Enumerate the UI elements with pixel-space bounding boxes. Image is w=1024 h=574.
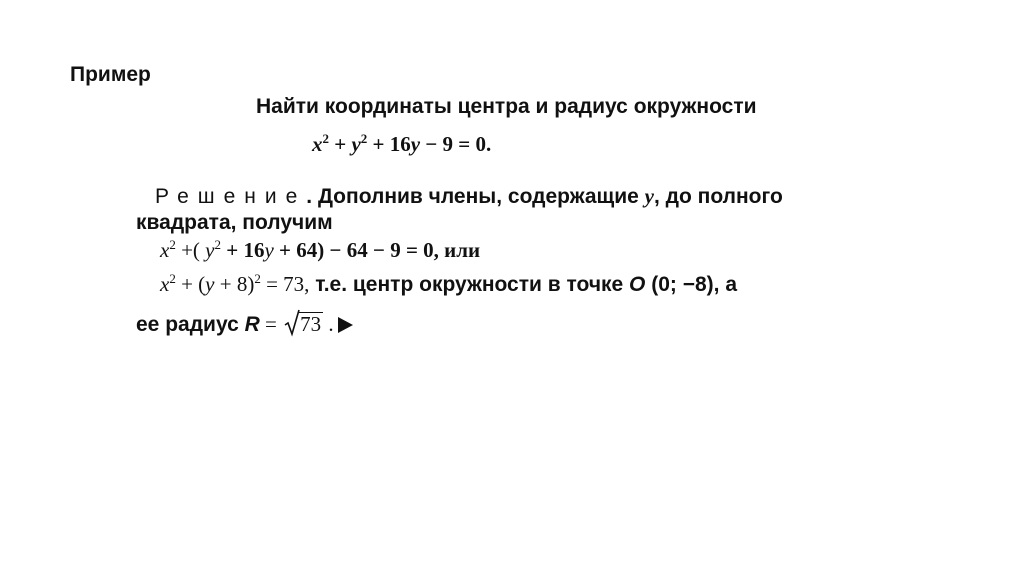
solution-label: Решение bbox=[155, 185, 307, 208]
example-heading: Пример bbox=[70, 63, 151, 86]
square-root: 73 bbox=[284, 312, 323, 335]
canonical-equation-line: $x^2 + (y + 8)^2 = 73$, т.е. центр окружности в точке O (0; −8), а bbox=[160, 271, 738, 296]
completed-square-equation: $x^2$ +( $y^2 + 16y + 64) - 64 - 9 = 0$, или bbox=[160, 237, 481, 262]
problem-statement: Найти координаты центра и радиус окружности bbox=[256, 95, 757, 118]
solution-line-1: Решение. Дополнив члены, содержащие y, до полного bbox=[155, 184, 783, 208]
radius-line: ее радиус R = 73 . bbox=[136, 312, 353, 335]
radical-sign-icon bbox=[284, 309, 300, 337]
circle-equation: $x^2 + y^2 + 16y - 9 = 0$. bbox=[312, 131, 492, 156]
solution-line-2: квадрата, получим bbox=[136, 211, 333, 234]
triangle-right-icon bbox=[338, 317, 353, 333]
